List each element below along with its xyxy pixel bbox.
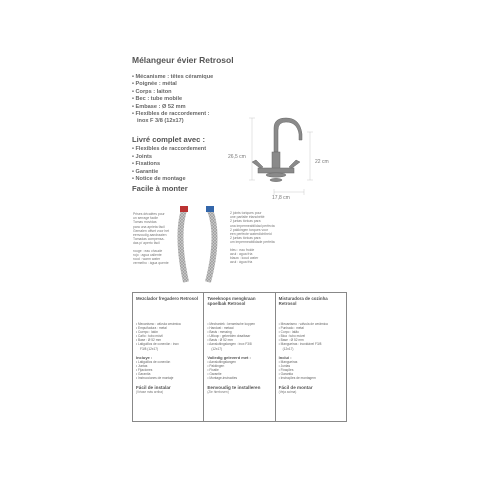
column-item: • Aansluitingslangen bbox=[207, 359, 236, 364]
column-item: • Cuerpo : latón bbox=[136, 330, 159, 335]
delivered-item: • Garantie bbox=[132, 168, 159, 175]
column-footer: Fácil de instalar bbox=[136, 385, 171, 391]
delivered-item: • Notice de montage bbox=[132, 176, 186, 183]
column-item: • Juntas bbox=[136, 363, 148, 368]
hose-note: una impermeabilidad perfecta bbox=[230, 223, 275, 228]
spec-item: • Corps : laiton bbox=[132, 88, 172, 95]
column-footer-note: (Veja acima) bbox=[278, 390, 297, 395]
column-item: • Instruções de montagem bbox=[278, 376, 316, 381]
column-item: • Latiguillos de conexión bbox=[136, 359, 171, 364]
spec-item: • Embase : Ø 52 mm bbox=[132, 103, 186, 110]
column-footer-note: (Véase más arriba) bbox=[136, 390, 164, 395]
spec-item: • Flexibles de raccordement : bbox=[132, 111, 210, 118]
column-item: • Base : Ø 52 mm bbox=[278, 338, 304, 343]
spec-item: • Bec : tube mobile bbox=[132, 96, 183, 103]
column-item: • Basis : Ø 52 mm bbox=[207, 338, 233, 343]
spec-list bbox=[132, 74, 213, 126]
column-items bbox=[207, 322, 271, 351]
delivered-list bbox=[132, 146, 206, 184]
column-item: • Fijaciones bbox=[136, 367, 153, 372]
column-item: • Handvat : metaal bbox=[207, 326, 234, 331]
column-dutch bbox=[204, 293, 275, 421]
hose-note: bleu : eau froide bbox=[230, 247, 255, 252]
mount-title: Facile à monter bbox=[132, 184, 188, 193]
column-item: • Mecanismo : válvula de cerâmica bbox=[278, 322, 328, 326]
column-portuguese bbox=[276, 293, 346, 421]
language-table bbox=[132, 292, 347, 422]
column-footer: Eenvoudig te installeren bbox=[207, 385, 261, 391]
delivered-item: • Flexibles de raccordement bbox=[132, 146, 207, 152]
column-item: • Basis : messing bbox=[207, 330, 232, 335]
hose-note: rood : warm water bbox=[133, 257, 161, 262]
delivered-item: • Fixations bbox=[132, 161, 161, 168]
column-item: (12x17) bbox=[282, 346, 294, 351]
column-item: (12x17) bbox=[211, 346, 223, 351]
hose-note: vermelho : água quente bbox=[133, 261, 169, 266]
column-item: • Garantie bbox=[207, 371, 222, 376]
column-title: Misturadora de cozinha Retrosol bbox=[278, 296, 328, 307]
hose-note: een perfecte waterdichtheid bbox=[230, 232, 272, 237]
delivered-title: Livré complet avec : bbox=[132, 135, 206, 144]
hose-note: das p/ aperto fácil bbox=[133, 241, 160, 246]
column-footer: Fácil de montar bbox=[278, 385, 313, 391]
hose-illustration bbox=[170, 206, 230, 284]
hose-note: azul : água fria bbox=[230, 260, 253, 265]
column-item: • Juntas bbox=[278, 363, 291, 368]
column-item: • Base : Ø 52 mm bbox=[136, 338, 162, 343]
hose-note: blauw : koud water bbox=[230, 256, 259, 261]
hose-note: Tomadas compensa- bbox=[133, 237, 165, 242]
column-included bbox=[207, 360, 271, 380]
column-item: • Aansluitingslangen : inox F3/8 bbox=[207, 342, 252, 347]
hose-note: rojo : agua caliente bbox=[133, 252, 162, 257]
hose-note: un serrage facile bbox=[133, 216, 159, 221]
hose-note: une parfaite étanchéité bbox=[230, 215, 265, 220]
column-items bbox=[279, 322, 343, 351]
column-item: • Corpo : latão bbox=[278, 330, 299, 335]
column-included bbox=[136, 360, 200, 380]
spec-item: inox F 3/8 (12x17) bbox=[137, 118, 184, 125]
hose-note: 2 juntas tóricas para bbox=[230, 219, 261, 224]
column-footer-note: (Zie hierboven) bbox=[207, 390, 229, 395]
hose-note: Tomas movidas bbox=[133, 220, 157, 225]
column-title: Mezclador fregadero Retrosol bbox=[136, 296, 198, 301]
hose-note: para una aprieta fácil bbox=[133, 224, 165, 229]
column-item: • Mecanismo : válvula cerámica bbox=[136, 322, 181, 326]
spec-item: • Poignée : métal bbox=[132, 81, 177, 88]
hose-note: azul : agua fría bbox=[230, 251, 253, 256]
column-item: • Garantia bbox=[278, 371, 293, 376]
column-included-title: Incluye : bbox=[136, 354, 153, 360]
column-item: • Mechaniek : keramische koppen bbox=[207, 322, 256, 326]
column-item: • Fixatie bbox=[207, 367, 219, 372]
column-item: • Punhado : metal bbox=[278, 326, 304, 331]
column-items bbox=[136, 322, 200, 351]
column-item: • Montage-instructies bbox=[207, 376, 238, 381]
dimension-total-height: 26,5 cm bbox=[228, 154, 246, 160]
hose-note: Gemalen offset voor het bbox=[133, 228, 170, 233]
column-item: • Mangueiras : inoxidável F3/8 bbox=[278, 342, 322, 347]
hose-right-notes bbox=[230, 211, 275, 264]
dimension-spout-height: 22 cm bbox=[315, 159, 329, 165]
hose-note: 2 joints toriques pour bbox=[230, 211, 262, 215]
hose-note: 2 pakkingen torques voor bbox=[230, 227, 269, 232]
hose-note: rouge : eau chaude bbox=[133, 248, 163, 253]
column-item: • Uitloop : gekrelden draaibaar bbox=[207, 334, 251, 339]
column-item: • Pakkingen bbox=[207, 363, 225, 368]
column-item: • Instrucciones de montaje bbox=[136, 376, 174, 381]
column-item: • Garantía bbox=[136, 371, 151, 376]
column-included-title: Inclui : bbox=[278, 354, 292, 360]
column-item: • Empuñadura : metal bbox=[136, 326, 167, 331]
column-title: Tweeknops mengkraan spoelbak Retrosol bbox=[207, 296, 256, 307]
delivered-item: • Joints bbox=[132, 153, 152, 160]
hose-left-notes bbox=[133, 212, 169, 265]
hose-note: 2 juntas tóricas para bbox=[230, 236, 261, 241]
column-item: • Caño : tubo móvil bbox=[136, 334, 163, 339]
column-item: • Mangueiras bbox=[278, 359, 298, 364]
column-item: F3/8 (12x17) bbox=[140, 346, 159, 351]
dimension-reach: 17,8 cm bbox=[272, 195, 290, 201]
column-spanish bbox=[133, 293, 204, 421]
column-item: • Fixações bbox=[278, 367, 294, 372]
column-included-title: Volledig geleverd met : bbox=[207, 354, 251, 360]
hose-note: um impermeabilidade perfeita bbox=[230, 240, 275, 245]
column-item: • Latiguillos de conexión : inox bbox=[136, 342, 179, 347]
product-title: Mélangeur évier Retrosol bbox=[132, 55, 234, 65]
column-included bbox=[279, 360, 343, 380]
hose-note: eenvoudig aandraaien bbox=[133, 233, 167, 238]
spec-item: • Mécanisme : têtes céramique bbox=[132, 74, 214, 80]
hose-note: Prises décalées pour bbox=[133, 212, 165, 216]
column-item: • Bica : tubo móvel bbox=[278, 334, 306, 339]
